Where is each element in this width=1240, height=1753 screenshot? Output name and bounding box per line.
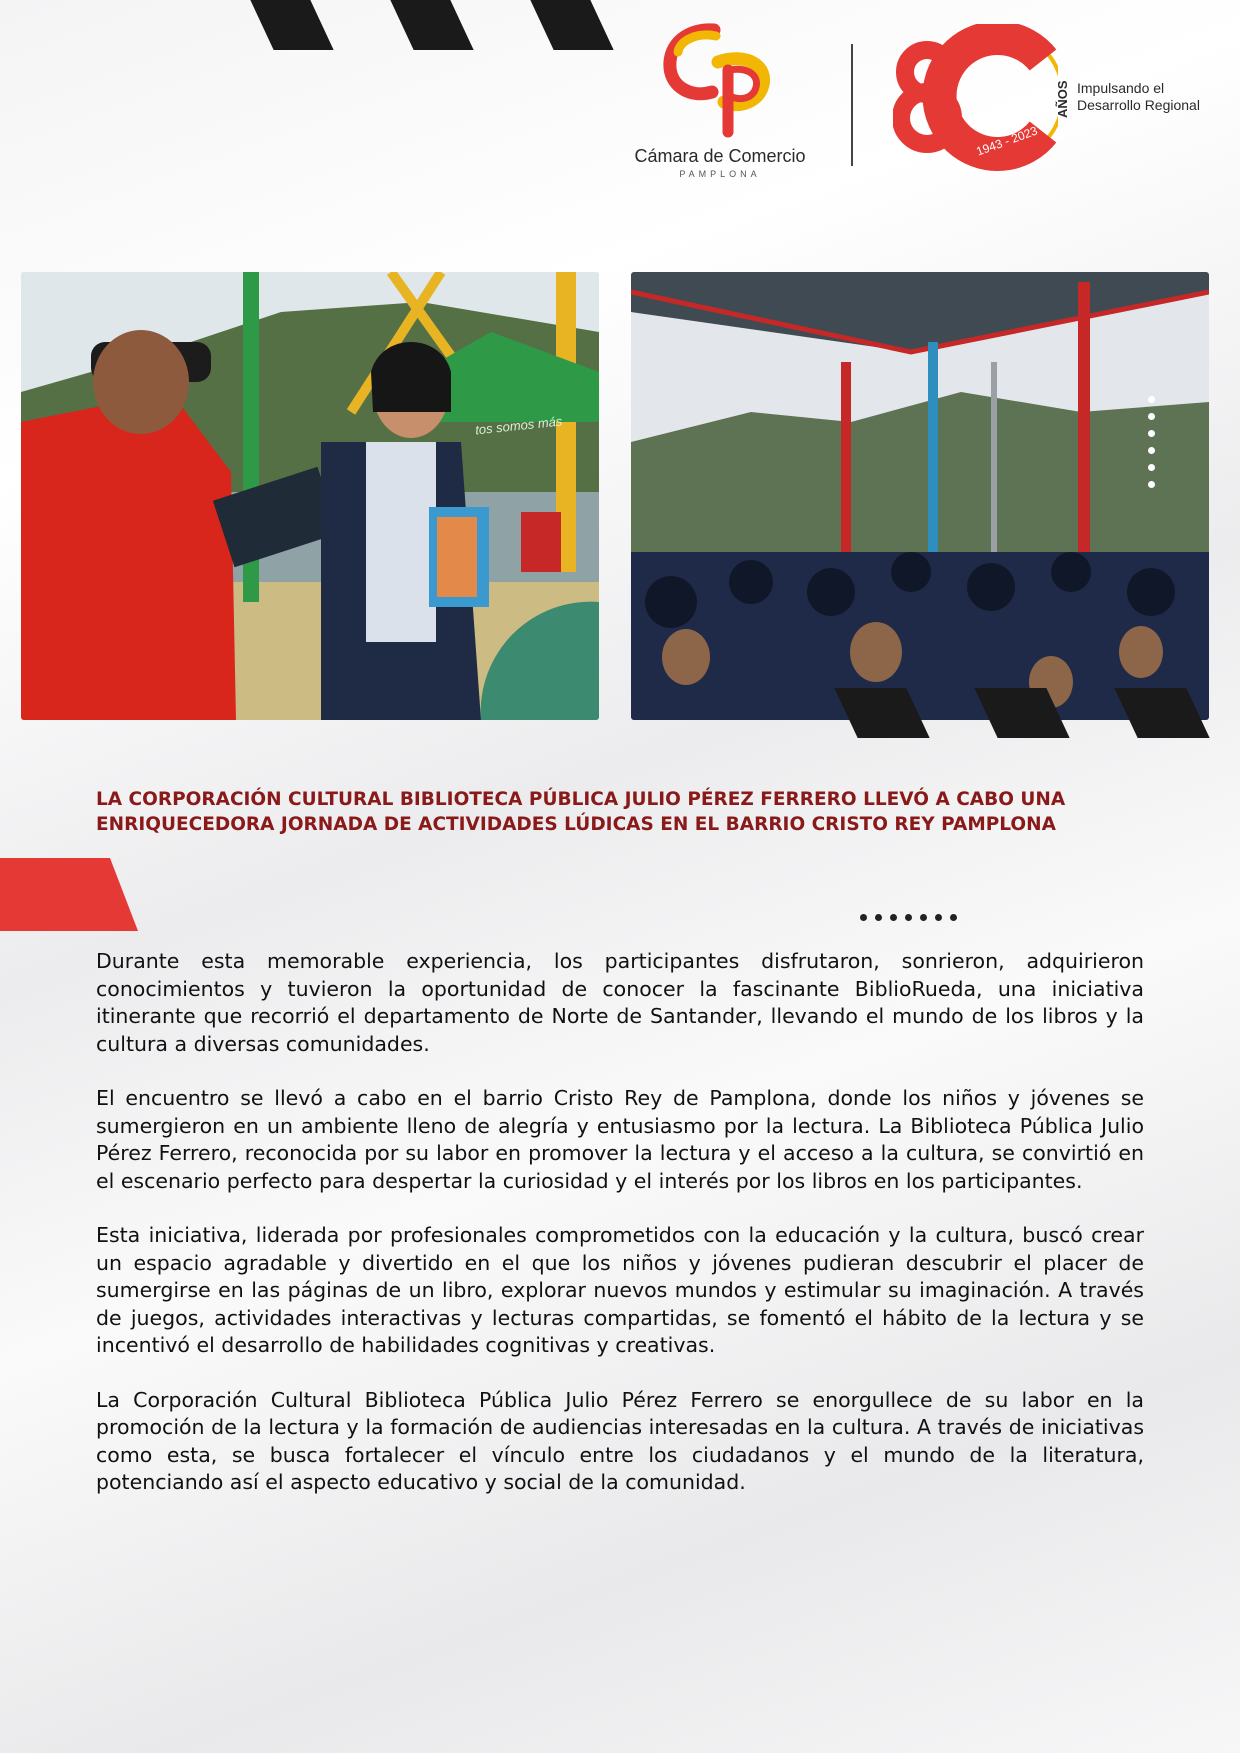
photo-banner-text: tos somos más [474,413,563,438]
decorative-stripe [250,0,333,50]
decorative-dots-horizontal [860,906,965,925]
slogan-line: Desarrollo Regional [1077,97,1200,113]
article-paragraph: Esta iniciativa, liderada por profesionales comprometidos con la educación y la cultura, buscó crear un espacio agradable y divertido en el que los niños y jóvenes pudieran descubrir el placer de sumergirse en las páginas de un libro, explorar nuevos mundos y estimular su imaginación. A través de juegos, actividades interactivas y lecturas compartidas, se fomentó el hábito de la lectura y se incentivó el desarrollo de habilidades cognitivas y creativas. [96,1223,1144,1357]
article-paragraph: La Corporación Cultural Biblioteca Pública Julio Pérez Ferrero se enorgullece de su labor en la promoción de la lectura y la formación de audiencias interesadas en la cultura. A través de iniciativas como esta, se busca fortalecer el vínculo entre los ciudadanos y el mundo de la literatura, potenciando así el aspecto educativo y social de la comunidad. [96,1387,1144,1494]
ccp-emblem-icon [658,22,782,140]
slogan-line: Impulsando el [1077,80,1165,96]
anniversary-range: 1943 - 2023 [974,123,1040,159]
anniversary-years: AÑOS [1055,80,1070,118]
decorative-stripe [530,0,613,50]
anniversary-80-mark [893,24,1058,174]
logo-divider [851,44,853,166]
decorative-dots-vertical [1148,396,1156,498]
article-headline: LA CORPORACIÓN CULTURAL BIBLIOTECA PÚBLICA JULIO PÉREZ FERRERO LLEVÓ A CABO UNA ENRIQUECEDORA JORNADA DE ACTIVIDADES LÚDICAS EN EL BARRIO CRISTO REY PAMPLONA [96,789,1066,835]
article-body [96,948,1144,1524]
photo-reading-activity [21,272,599,720]
photo-students-group [631,272,1209,720]
camara-comercio-logo [620,22,820,182]
slogan [1077,80,1200,114]
logo-city: PAMPLONA [679,169,761,179]
red-accent-shape [0,858,138,931]
decorative-stripe [390,0,473,50]
logo-name: Cámara de Comercio [634,146,806,166]
article-paragraph: El encuentro se llevó a cabo en el barrio Cristo Rey de Pamplona, donde los niños y jóvenes se sumergieron en un ambiente lleno de alegría y entusiasmo por la lectura. La Biblioteca Pública Julio Pérez Ferrero, reconocida por su labor en promover la lectura y el acceso a la cultura, se convirtió en el escenario perfecto para despertar la curiosidad y el interés por los libros en los participantes. [96,1086,1144,1193]
article-paragraph: Durante esta memorable experiencia, los participantes disfrutaron, sonrieron, adquirieron conocimientos y tuvieron la oportunidad de conocer la fascinante BiblioRueda, una iniciativa itinerante que recorrió el departamento de Norte de Santander, llevando el mundo de los libros y la cultura a diversas comunidades. [96,949,1144,1056]
anniversary-logo [893,24,1223,174]
